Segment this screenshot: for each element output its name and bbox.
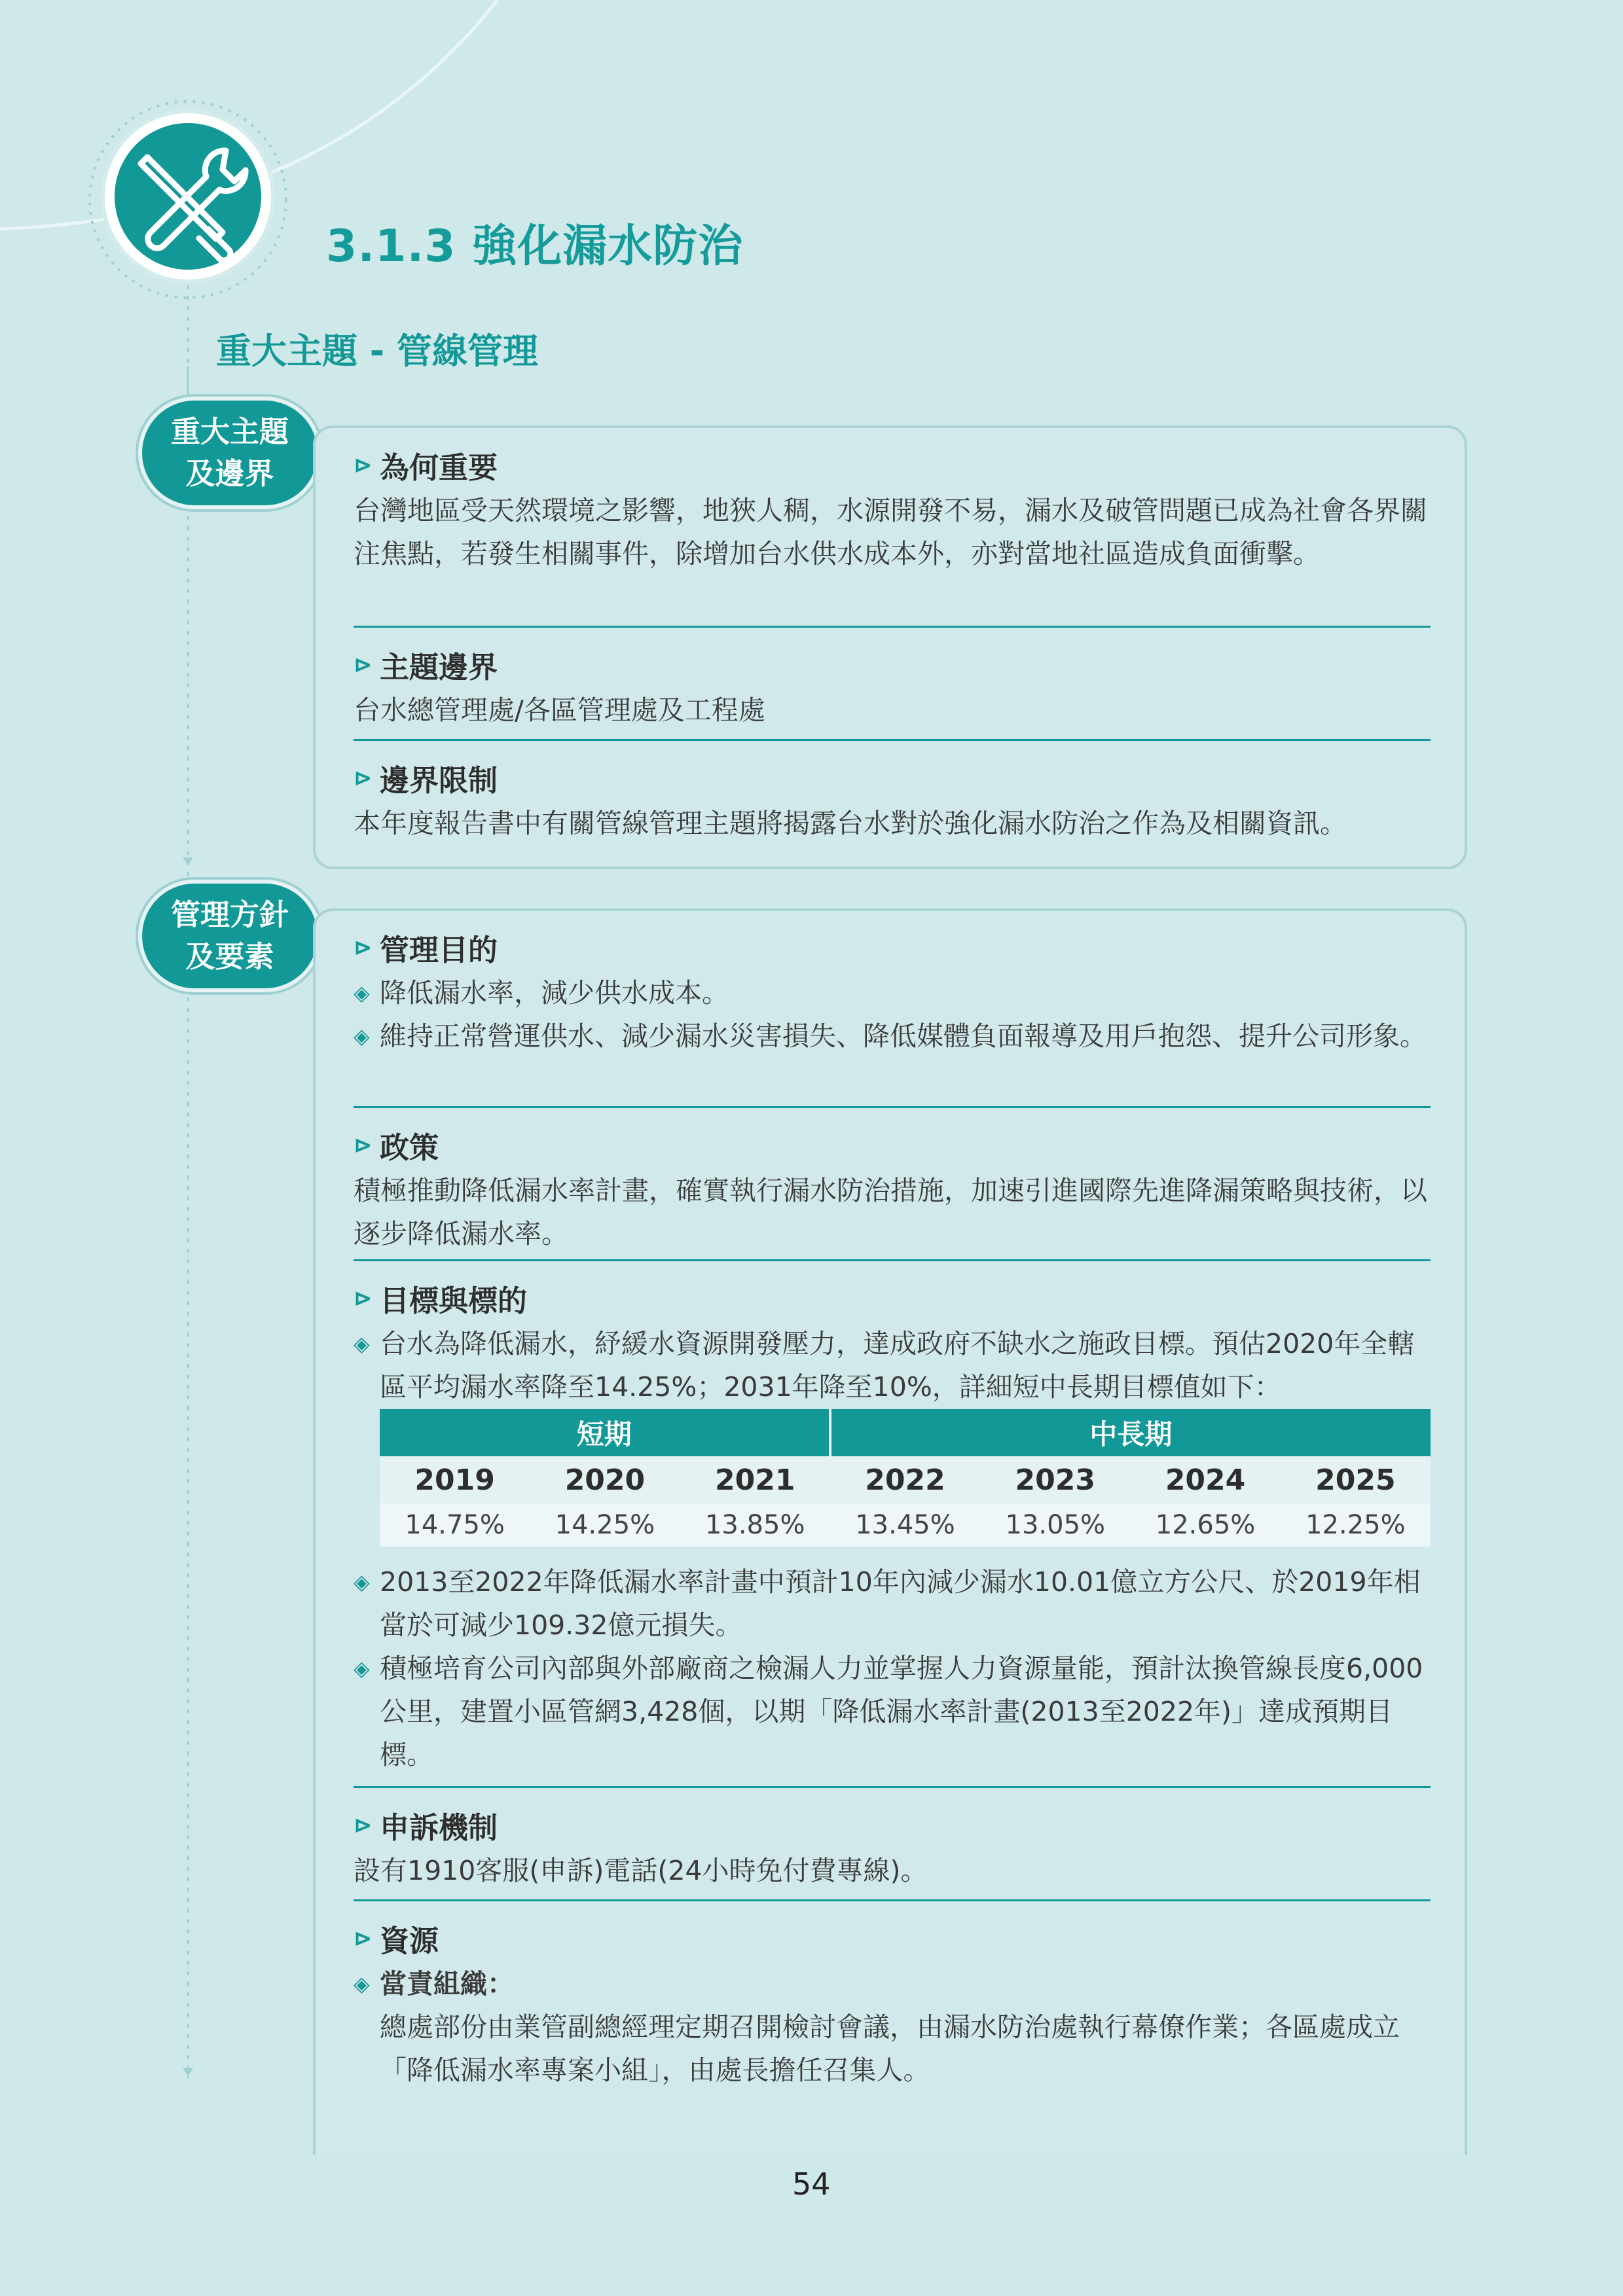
management-label-line1: 管理方針 (170, 897, 289, 932)
management-label-pill (142, 884, 318, 988)
diamond-bullet-icon: ◈ (354, 1331, 370, 1356)
boundary-limit-heading: ⊳ 邊界限制 (354, 763, 498, 798)
value-cell: 14.25% (530, 1503, 680, 1547)
triangle-arrow-icon: ⊳ (354, 1132, 373, 1158)
mid-long-term-header: 中長期 (830, 1409, 1431, 1456)
triangle-arrow-icon: ⊳ (354, 934, 373, 961)
value-cell: 13.85% (680, 1503, 830, 1547)
triangle-arrow-icon: ⊳ (354, 764, 373, 791)
diamond-bullet-icon: ◈ (354, 1570, 370, 1594)
grievance-section (354, 1804, 1431, 1892)
divider (354, 1899, 1431, 1901)
year-cell: 2023 (980, 1456, 1130, 1503)
triangle-arrow-icon: ⊳ (354, 452, 373, 478)
resources-heading: ⊳ 資源 (354, 1924, 439, 1958)
topic-boundary-heading: ⊳ 主題邊界 (354, 650, 498, 685)
triangle-arrow-icon: ⊳ (354, 1812, 373, 1839)
section-title: 3.1.3 強化漏水防治 (326, 221, 744, 272)
why-important-heading: ⊳ 為何重要 (354, 450, 498, 485)
why-important-section (354, 444, 1431, 575)
page-number: 54 (792, 2166, 831, 2202)
leakage-target-table (380, 1409, 1431, 1547)
diamond-bullet-icon: ◈ (354, 1971, 370, 1996)
targets-items (354, 1560, 1431, 1776)
value-row (380, 1503, 1431, 1547)
purpose-heading: ⊳ 管理目的 (354, 933, 498, 967)
divider (354, 626, 1431, 628)
grievance-text: 設有1910客服(申訴)電話(24小時免付費專線)。 (354, 1855, 928, 1886)
divider (354, 739, 1431, 741)
leakage-target-table-wrap (380, 1409, 1431, 1547)
topic-boundary-text: 台水總管理處/各區管理處及工程處 (354, 694, 765, 726)
value-cell: 13.45% (830, 1503, 980, 1547)
wrench-screwdriver-icon (90, 101, 286, 298)
diamond-bullet-icon: ◈ (354, 1656, 370, 1681)
short-term-header: 短期 (380, 1409, 830, 1456)
boundary-label-pill (142, 401, 318, 505)
resources-subheading: ◈ 當責組織： (354, 1962, 1431, 2005)
year-row (380, 1456, 1431, 1503)
triangle-arrow-icon: ⊳ (354, 1925, 373, 1952)
value-cell: 14.75% (380, 1503, 530, 1547)
policy-section (354, 1124, 1431, 1255)
year-cell: 2022 (830, 1456, 980, 1503)
boundary-label-line1: 重大主題 (170, 414, 289, 449)
purpose-section (354, 926, 1431, 1058)
triangle-arrow-icon: ⊳ (354, 651, 373, 678)
topic-boundary-section (354, 643, 1431, 732)
year-cell: 2019 (380, 1456, 530, 1503)
purpose-item: ◈ 降低漏水率，減少供水成本。 (354, 971, 1431, 1014)
targets-item: ◈ 積極培育公司內部與外部廠商之檢漏人力並掌握人力資源量能，預計汰換管線長度6,000公里，建置小區管網3,428個，以期「降低漏水率計畫(2013至2022年)」達成預期目標。 (354, 1647, 1431, 1776)
why-important-text: 台灣地區受天然環境之影響，地狹人稠，水源開發不易，漏水及破管問題已成為社會各界關注焦點，若發生相關事件，除增加台水供水成本外，亦對當地社區造成負面衝擊。 (354, 495, 1427, 569)
diamond-bullet-icon: ◈ (354, 980, 370, 1005)
value-cell: 12.65% (1130, 1503, 1280, 1547)
divider (354, 1106, 1431, 1108)
policy-heading: ⊳ 政策 (354, 1130, 439, 1165)
year-cell: 2020 (530, 1456, 680, 1503)
year-cell: 2021 (680, 1456, 830, 1503)
policy-text: 積極推動降低漏水率計畫，確實執行漏水防治措施，加速引進國際先進降漏策略與技術，以逐步降低漏水率。 (354, 1175, 1427, 1249)
targets-heading: ⊳ 目標與標的 (354, 1283, 528, 1318)
management-label-line2: 及要素 (185, 939, 274, 974)
value-cell: 13.05% (980, 1503, 1130, 1547)
boundary-limit-section (354, 757, 1431, 845)
year-cell: 2025 (1281, 1456, 1431, 1503)
targets-intro: ◈ 台水為降低漏水，紓緩水資源開發壓力，達成政府不缺水之施政目標。預估2020年全轄區平均漏水率降至14.25%；2031年降至10%，詳細短中長期目標值如下： (354, 1322, 1431, 1408)
topic-title: 重大主題 - 管線管理 (216, 331, 539, 372)
value-cell: 12.25% (1281, 1503, 1431, 1547)
resources-section (354, 1917, 1431, 2092)
diamond-bullet-icon: ◈ (354, 1024, 370, 1049)
triangle-arrow-icon: ⊳ (354, 1285, 373, 1312)
boundary-label-line2: 及邊界 (185, 456, 274, 491)
purpose-item: ◈ 維持正常營運供水、減少漏水災害損失、降低媒體負面報導及用戶抱怨、提升公司形象。 (354, 1014, 1431, 1058)
resources-text: 總處部份由業管副總經理定期召開檢討會議，由漏水防治處執行幕僚作業；各區處成立「降低漏水率專案小組」，由處長擔任召集人。 (380, 2011, 1400, 2086)
boundary-limit-text: 本年度報告書中有關管線管理主題將揭露台水對於強化漏水防治之作為及相關資訊。 (354, 808, 1347, 839)
targets-section (354, 1277, 1431, 1408)
targets-item: ◈ 2013至2022年降低漏水率計畫中預計10年內減少漏水10.01億立方公尺、於2019年相當於可減少109.32億元損失。 (354, 1560, 1431, 1647)
divider (354, 1786, 1431, 1788)
divider (354, 1259, 1431, 1261)
year-cell: 2024 (1130, 1456, 1280, 1503)
grievance-heading: ⊳ 申訴機制 (354, 1810, 498, 1845)
